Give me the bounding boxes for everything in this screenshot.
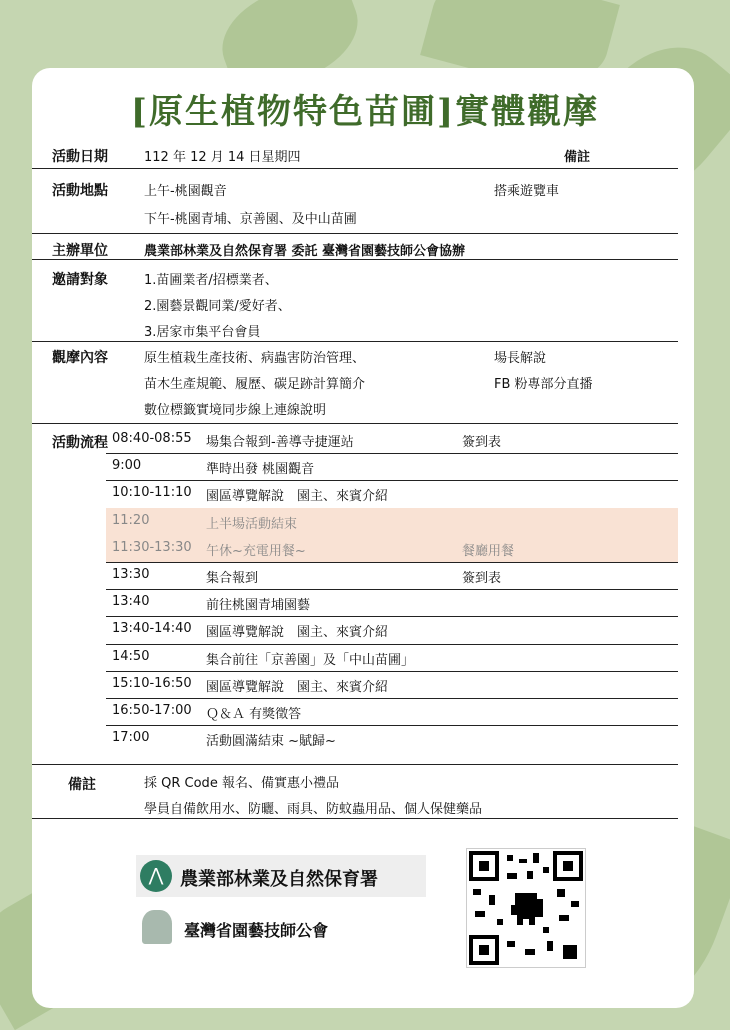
schedule-time: 15:10-16:50 [112,675,192,691]
content-label: 觀摩內容 [52,350,108,366]
schedule-row [106,426,678,453]
schedule-desc: 集合前往「京善園」及「中山苗圃」 [206,652,415,668]
content-item: 原生植栽生產技術、病蟲害防治管理、 [144,351,366,366]
qr-code[interactable] [466,848,586,968]
schedule-desc: 午休~充電用餐~ [206,543,306,559]
date-row [32,138,678,164]
agency-emblem-icon: ⋀ [140,860,172,892]
divider [32,341,678,342]
agency-name: 農業部林業及自然保育署 [180,869,378,890]
agency-logo [136,855,426,897]
schedule-desc: 集合報到 [206,571,259,586]
divider [32,423,678,424]
location-note: 搭乘遊覽車 [494,184,560,199]
schedule-time: 13:40-14:40 [112,621,192,637]
schedule-note: 簽到表 [462,435,502,450]
page-title: [原生植物特色苗圃]實體觀摩 [130,92,600,132]
note-header: 備註 [564,150,591,165]
location-row [32,170,678,230]
schedule-label: 活動流程 [52,435,108,451]
association-logo [136,908,376,948]
schedule-desc: 園區導覽解說 園主、來賓介紹 [206,625,389,641]
content-note: 場長解說 [494,351,547,366]
schedule-desc: 準時出發 桃園觀音 [206,462,315,478]
invitees-label: 邀請對象 [52,272,108,288]
schedule-time: 16:50-17:00 [112,703,192,718]
content-item: 數位標籤實境同步線上連線說明 [144,403,327,418]
schedule-time: 11:30-13:30 [112,539,192,555]
divider [32,764,678,765]
schedule-desc: Ｑ＆Ａ 有獎徵答 [206,707,302,722]
schedule-desc: 園區導覽解說 園主、來賓介紹 [206,489,389,505]
organizer-value: 農業部林業及自然保育署 委託 臺灣省園藝技師公會協辦 [144,244,466,259]
divider [32,168,678,169]
schedule-desc: 園區導覽解說 園主、來賓介紹 [206,679,389,695]
schedule-note: 餐廳用餐 [462,543,515,559]
location-line2: 下午-桃園青埔、京善園、及中山苗圃 [144,212,357,227]
schedule-desc: 場集合報到-善導寺捷運站 [206,435,354,450]
content-note: FB 粉專部分直播 [494,377,593,392]
location-label: 活動地點 [52,183,108,199]
invitees-row [32,261,678,339]
invitee-item: 1.苗圃業者/招標業者、 [144,273,278,288]
divider [32,818,678,819]
divider [32,233,678,234]
remark-item: 學員自備飲用水、防曬、雨具、防蚊蟲用品、個人保健藥品 [144,802,483,817]
remarks-label: 備註 [68,777,96,793]
schedule-time: 14:50 [112,648,150,664]
invitee-item: 3.居家市集平台會員 [144,325,261,340]
schedule-row [106,616,678,643]
organizer-row [32,235,678,259]
divider [32,259,678,260]
schedule-desc: 活動圓滿結束 ~賦歸~ [206,734,336,750]
schedule-time: 13:40 [112,594,150,610]
schedule-time: 10:10-11:10 [112,485,192,501]
schedule-desc: 前往桃園青埔園藝 [206,598,311,614]
schedule-row [106,562,678,589]
location-line1: 上午-桃園觀音 [144,184,227,199]
remarks-row [32,766,678,818]
schedule-desc: 上半場活動結束 [206,516,298,532]
schedule-row [106,480,678,507]
content-row [32,343,678,421]
schedule-row [106,589,678,616]
schedule-time: 17:00 [112,730,150,746]
remark-item: 採 QR Code 報名、備實惠小禮品 [144,776,339,791]
schedule-time: 08:40-08:55 [112,431,192,446]
schedule-row [106,644,678,671]
schedule-row [106,725,678,752]
tree-icon [142,910,172,944]
schedule-time: 11:20 [112,512,150,528]
schedule-time: 9:00 [112,458,142,474]
date-label: 活動日期 [52,149,108,165]
schedule-row [106,508,678,535]
schedule-row [106,698,678,725]
content-item: 苗木生產規範、履歷、碳足跡計算簡介 [144,377,366,392]
organizer-label: 主辦單位 [52,243,108,259]
schedule-row [106,453,678,480]
invitee-item: 2.園藝景觀同業/愛好者、 [144,299,291,314]
date-value: 112 年 12 月 14 日星期四 [144,150,301,165]
schedule-row [106,535,678,562]
association-name: 臺灣省園藝技師公會 [184,921,329,940]
schedule-time: 13:30 [112,567,150,582]
schedule-row [106,671,678,698]
schedule-note: 簽到表 [462,571,502,586]
